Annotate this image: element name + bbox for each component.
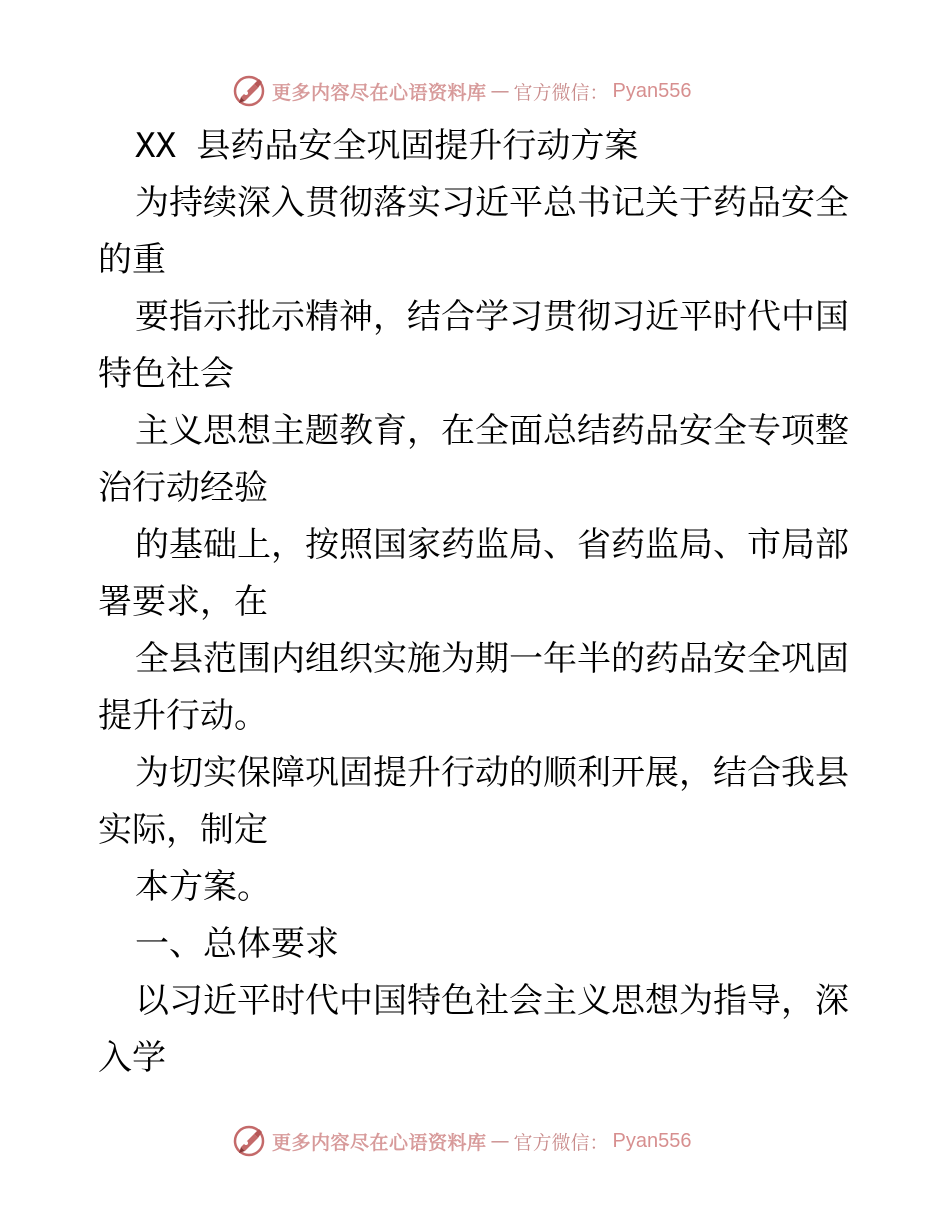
- text-line: 为切实保障巩固提升行动的顺利开展，结合我县: [135, 753, 849, 793]
- text-line: 本方案。: [135, 867, 271, 907]
- text-line: 治行动经验: [98, 468, 268, 508]
- watermark-text: 更多内容尽在心语资料库: [272, 81, 487, 104]
- section-heading: 一、总体要求: [135, 924, 339, 964]
- document-body: [98, 118, 858, 1087]
- text-line: 特色社会: [98, 354, 234, 394]
- watermark-wechat-id: Pyan556: [612, 79, 692, 102]
- text-line: 主义思想主题教育，在全面总结药品安全专项整: [135, 411, 849, 451]
- pen-logo-icon: [232, 1123, 268, 1159]
- text-line: 为持续深入贯彻落实习近平总书记关于药品安全: [135, 183, 849, 223]
- watermark-separator: —: [490, 80, 510, 102]
- watermark-wechat-label: 官方微信：: [513, 81, 609, 104]
- text-line: 入学: [98, 1038, 166, 1078]
- watermark-text: 更多内容尽在心语资料库: [272, 1131, 487, 1154]
- header-watermark: [232, 71, 692, 111]
- document-title: XX 县药品安全巩固提升行动方案: [135, 126, 639, 166]
- watermark-separator: —: [490, 1130, 510, 1152]
- text-line: 的基础上，按照国家药监局、省药监局、市局部: [135, 525, 849, 565]
- text-line: 署要求，在: [98, 582, 268, 622]
- text-line: 提升行动。: [98, 696, 268, 736]
- text-line: 以习近平时代中国特色社会主义思想为指导，深: [135, 981, 849, 1021]
- text-line: 全县范围内组织实施为期一年半的药品安全巩固: [135, 639, 849, 679]
- watermark-wechat-id: Pyan556: [612, 1129, 692, 1152]
- text-line: 实际，制定: [98, 810, 268, 850]
- text-line: 的重: [98, 240, 166, 280]
- watermark-wechat-label: 官方微信：: [513, 1131, 609, 1154]
- text-line: 要指示批示精神，结合学习贯彻习近平时代中国: [135, 297, 849, 337]
- pen-logo-icon: [232, 73, 268, 109]
- footer-watermark: [232, 1121, 692, 1161]
